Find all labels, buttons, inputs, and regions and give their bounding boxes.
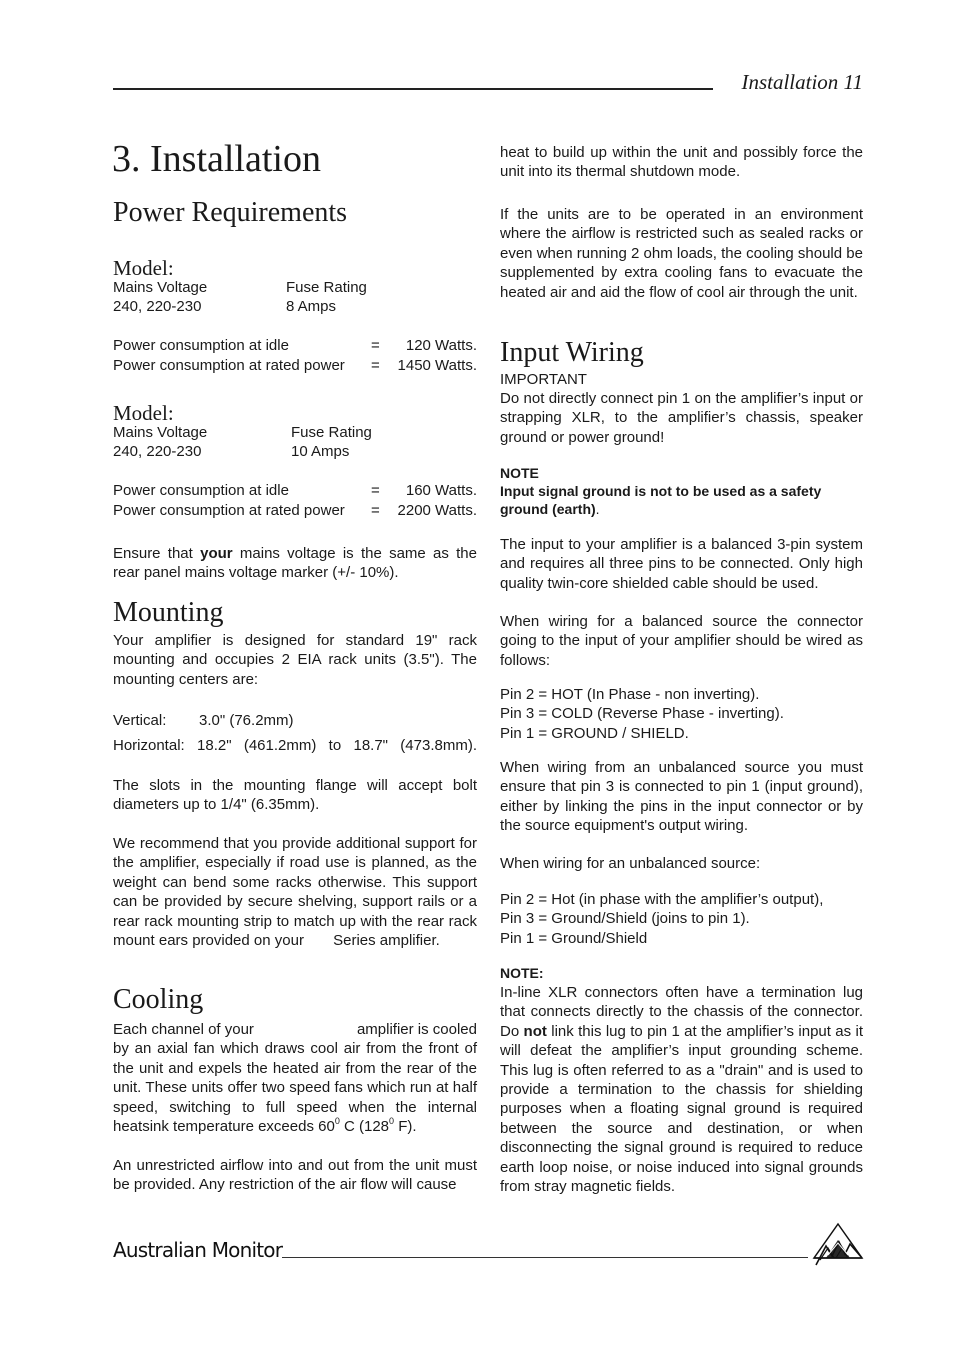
mains-voltage-head: Mains Voltage: [113, 279, 208, 296]
mains-voltage-value: 240, 220-230: [113, 443, 202, 461]
rated-value: 2200 Watts.: [397, 501, 477, 519]
model-2-label: Model:: [113, 401, 174, 425]
note-label: NOTE: [500, 465, 539, 481]
cooling-p1-b: amplifier is cooled: [356, 1021, 477, 1038]
header-rule: [113, 88, 713, 90]
rated-eq: =: [371, 356, 380, 374]
rated-label: Power consumption at rated power: [113, 356, 345, 374]
mounting-heading: Mounting: [113, 597, 224, 628]
rated-label: Power consumption at rated power: [113, 501, 345, 519]
footer-rule: [282, 1257, 808, 1258]
degree-2: 0: [389, 1116, 395, 1127]
note2-text: [500, 983, 863, 1196]
ensure-post: mains voltage is the same as the rear panel mains voltage marker (+/- 10%).: [113, 545, 477, 582]
idle-value: 120 Watts.: [405, 337, 477, 355]
fuse-rating-value: 8 Amps: [286, 298, 337, 316]
list-item: Pin 2 = HOT (In Phase - non inverting).: [500, 686, 760, 703]
degree-1: 0: [334, 1116, 340, 1127]
unbalanced-ensure-text: When wiring from an unbalanced source you must ensure that pin 3 is connected to pin 1 (input ground), either by linking the pins in the input connector or by the source equipment's output wiring.: [500, 759, 863, 835]
model-2-block: [113, 401, 477, 520]
vertical-label: Vertical:: [113, 712, 167, 729]
note-bold: Input signal ground is not to be used as a safety ground (earth): [500, 483, 822, 517]
idle-label: Power consumption at idle: [113, 337, 289, 355]
cooling-p1-end: F).: [394, 1118, 417, 1136]
list-item: Pin 3 = COLD (Reverse Phase - inverting).: [500, 705, 784, 723]
cooling-p1-a: Each channel of your: [113, 1021, 254, 1038]
list-item: Pin 1 = GROUND / SHIELD.: [500, 724, 689, 742]
mountain-logo-svg: [812, 1222, 864, 1268]
idle-label: Power consumption at idle: [113, 482, 289, 500]
chapter-title: 3. Installation: [112, 138, 321, 180]
fuse-rating-head: Fuse Rating: [286, 279, 367, 296]
model-1-label: Model:: [113, 256, 174, 280]
important-label: IMPORTANT: [500, 371, 587, 388]
note2-b: link this lug to pin 1 at the amplifier’s input as it will defeat the amplifier’s input grounding scheme. This lug is often referred to as a "drain" and is used to provide a termination to the chassis for shielding purposes when a floating signal ground is required between the source and destination, or when disconnecting the signal ground is required to reduce earth loop noise, or noise induced into signal grounds from stray magnetic fields.: [500, 1022, 864, 1196]
balanced-pins-list: [500, 685, 784, 743]
idle-eq: =: [371, 337, 380, 355]
unbalanced-source-text: When wiring for an unbalanced source:: [500, 855, 761, 872]
idle-eq: =: [371, 482, 380, 500]
cooling-para-1: [113, 1020, 477, 1136]
note-end: .: [595, 501, 600, 517]
cooling-para-2: An unrestricted airflow into and out from the unit must be provided. Any restriction of the air flow will cause: [113, 1157, 477, 1194]
mains-voltage-value: 240, 220-230: [113, 298, 202, 316]
idle-value: 160 Watts.: [405, 482, 477, 500]
ensure-pre: Ensure that: [113, 545, 201, 562]
fuse-rating-head: Fuse Rating: [291, 424, 372, 441]
balanced-system-text: The input to your amplifier is a balanced 3-pin system and requires all three pins to be connected. Only high quality twin-core shielded cable should be used.: [500, 536, 863, 592]
slots-text: The slots in the mounting flange will accept bolt diameters up to 1/4" (6.35mm).: [113, 777, 477, 814]
balanced-source-text: When wiring for a balanced source the connector going to the input of your amplifier should be wired as follows:: [500, 613, 863, 669]
unbalanced-pins-list: [500, 890, 823, 948]
horizontal-row: Horizontal: 18.2" (461.2mm) to 18.7" (473.8mm).: [113, 737, 477, 754]
note2-bold: not: [523, 1022, 547, 1040]
mountain-logo-icon: [812, 1222, 864, 1268]
mounting-intro: Your amplifier is designed for standard 19" rack mounting and occupies 2 EIA rack units (3.5"). The mounting centers are:: [113, 632, 477, 688]
rated-value: 1450 Watts.: [397, 356, 477, 374]
heat-continued-text: heat to build up within the unit and possibly force the unit into its thermal shutdown mode.: [500, 144, 863, 181]
cooling-p1-mid: C (128: [339, 1118, 390, 1136]
ensure-bold: your: [200, 545, 233, 562]
important-text: Do not directly connect pin 1 on the amplifier’s input or strapping XLR, to the amplifier’s chassis, speaker ground or power ground!: [500, 390, 863, 446]
ensure-voltage-text: [113, 544, 477, 583]
vertical-value: 3.0" (76.2mm): [199, 712, 294, 729]
model-1-block: [113, 256, 477, 375]
cooling-p1-text: by an axial fan which draws cool air from the front of the unit and expels the heated air from the rear of the unit. These units offer two speed fans which run at half speed, switching to full speed when the internal heatsink temperature exceeds 60: [113, 1040, 477, 1136]
list-item: Pin 3 = Ground/Shield (joins to pin 1).: [500, 910, 750, 928]
environment-text: If the units are to be operated in an environment where the airflow is restricted such as sealed racks or even when running 2 ohm loads, the cooling should be supplemented by extra cooling fans to evacuate the heated air and aid the flow of cool air through the unit.: [500, 206, 863, 301]
support-text: We recommend that you provide additional support for the amplifier, especially if road use is planned, as the weight can bend some racks otherwise. This support can be provided by secure shelving, support rails or a rear rack mounting strip to match up with the rear rack mount ears provided on your Series amplifier.: [113, 835, 482, 950]
rated-eq: =: [371, 501, 380, 519]
note-text: [500, 482, 863, 518]
cooling-heading: Cooling: [113, 984, 204, 1015]
fuse-rating-value: 10 Amps: [291, 443, 350, 461]
mains-voltage-head: Mains Voltage: [113, 424, 208, 441]
brand-logo: Australian Monitor: [113, 1238, 283, 1262]
cooling-p1-rest: [113, 1039, 477, 1136]
list-item: Pin 2 = Hot (in phase with the amplifier’s output),: [500, 891, 824, 908]
power-heading: Power Requirements: [113, 197, 348, 228]
vertical-row: [113, 711, 477, 730]
note2-label: NOTE:: [500, 965, 544, 981]
input-wiring-heading: Input Wiring: [500, 337, 644, 368]
running-title: Installation 11: [741, 70, 863, 94]
list-item: Pin 1 = Ground/Shield: [500, 929, 648, 947]
note2-a: In-line XLR connectors often have a termination lug that connects directly to the chassis of the connector. Do: [500, 984, 863, 1040]
